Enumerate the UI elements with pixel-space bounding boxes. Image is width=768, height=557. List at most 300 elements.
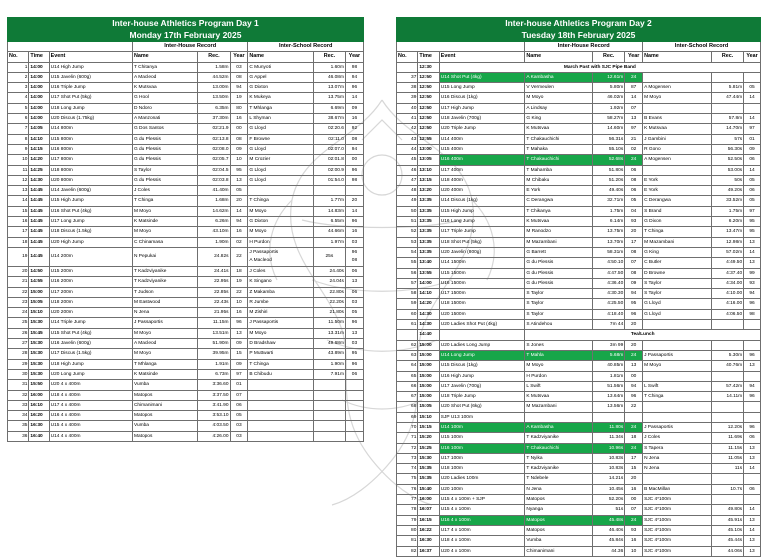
house-record-year: 06: [230, 400, 248, 410]
house-record-holder: T Mahla: [525, 350, 593, 360]
school-record-holder: C Butler: [643, 258, 712, 268]
row-number: 55: [397, 258, 418, 268]
house-record-year: 16: [625, 484, 643, 494]
house-record-holder: K Matsinde: [132, 369, 197, 379]
day2-school-record-label: Inter-School Record: [643, 42, 761, 52]
house-record-value: 4:50.10: [593, 258, 625, 268]
house-record-value: 22.85s: [198, 287, 230, 297]
row-number: 28: [8, 349, 29, 359]
house-record-year: 16: [230, 114, 248, 124]
school-record-year: 06: [744, 155, 761, 165]
event-row: [8, 339, 364, 349]
row-number: 80: [397, 525, 418, 535]
opening-ceremony-row: [397, 62, 761, 72]
house-record-year: 08: [230, 134, 248, 144]
row-time: 15:50: [29, 380, 49, 390]
row-time: 16:07: [418, 505, 439, 515]
house-record-year: 97: [625, 124, 643, 134]
row-time: 15:45: [29, 328, 49, 338]
row-event: U14 200m: [49, 247, 132, 266]
house-record-holder: G Barrett: [525, 247, 593, 257]
school-record-year: 05: [744, 175, 761, 185]
event-row: [397, 412, 761, 422]
house-record-value: 45.84s: [593, 536, 625, 546]
row-time: 15:30: [29, 359, 49, 369]
school-record-year: 03: [345, 237, 363, 247]
row-event: U18 High Jump: [49, 359, 132, 369]
day2-table-body: [397, 18, 761, 557]
row-time: 12:50: [418, 103, 439, 113]
school-record-value: 45.44s: [712, 536, 744, 546]
event-row: [397, 175, 761, 185]
house-record-value: 14.21s: [593, 474, 625, 484]
row-event: U15 200m: [49, 266, 132, 276]
house-record-holder: G du Plessis: [525, 268, 593, 278]
school-record-holder: [643, 103, 712, 113]
row-time: 14:30: [418, 309, 439, 319]
house-record-value: 56.31s: [593, 134, 625, 144]
house-record-year: 00: [625, 371, 643, 381]
house-record-holder: M Ranodzo: [525, 227, 593, 237]
event-row: [8, 206, 364, 216]
school-record-holder: S Brand: [643, 206, 712, 216]
row-number: 8: [8, 134, 29, 144]
school-record-value: 38.67m: [313, 114, 345, 124]
row-event: U16 100m: [439, 443, 525, 453]
house-record-value: 4:47.50: [593, 268, 625, 278]
school-record-holder: [643, 412, 712, 422]
school-record-holder: T Chinga: [248, 359, 313, 369]
event-row: [8, 328, 364, 338]
house-record-year: 94: [625, 381, 643, 391]
school-record-year: 13: [744, 443, 761, 453]
row-time: 14:30: [29, 175, 49, 185]
row-number: 47: [397, 175, 418, 185]
school-record-year: [345, 380, 363, 390]
school-record-year: 13: [744, 536, 761, 546]
school-record-holder: G Lloyd: [643, 299, 712, 309]
row-time: 16:30: [418, 536, 439, 546]
house-record-holder: M Moyo: [525, 93, 593, 103]
house-record-year: 17: [625, 453, 643, 463]
house-record-year: 21: [625, 134, 643, 144]
row-time: 14:00: [29, 83, 49, 93]
house-record-value: 11.34s: [593, 433, 625, 443]
event-row: [397, 495, 761, 505]
day1-subheader-spacer: [8, 42, 133, 52]
house-record-value: 14.62m: [198, 206, 230, 216]
row-time: 16:00: [418, 495, 439, 505]
house-record-value: 58.31m: [593, 247, 625, 257]
house-record-value: 49.40s: [593, 186, 625, 196]
row-event: U17 400m: [439, 165, 525, 175]
school-record-value: 1.97m: [313, 237, 345, 247]
school-record-holder: [643, 72, 712, 82]
school-record-holder: A Mogensen: [643, 155, 712, 165]
school-record-value: [313, 390, 345, 400]
school-record-year: 98: [345, 62, 363, 72]
school-record-holder: T Mhlanga: [248, 103, 313, 113]
house-record-value: 02:04.5: [198, 165, 230, 175]
event-row: [397, 72, 761, 82]
house-record-year: 24: [625, 72, 643, 82]
house-record-value: 4:36.40: [593, 278, 625, 288]
row-event: U20 Javelin (800g): [439, 247, 525, 257]
row-time: 15:00: [418, 361, 439, 371]
house-record-holder: M Moyo: [132, 206, 197, 216]
row-event: U18 800m: [49, 165, 132, 175]
row-time: 14:45: [29, 227, 49, 237]
school-record-value: 44.06s: [712, 546, 744, 556]
row-event: U15 4 x 400m: [49, 421, 132, 431]
school-record-value: [712, 474, 744, 484]
event-row: [8, 431, 364, 441]
event-row: [397, 525, 761, 535]
school-record-year: 96: [345, 359, 363, 369]
house-record-year: 80: [230, 103, 248, 113]
house-record-holder: K Mutsvaa: [525, 392, 593, 402]
house-record-value: 13.00m: [198, 83, 230, 93]
school-record-year: 96: [744, 350, 761, 360]
house-record-holder: [525, 412, 593, 422]
row-number: 73: [397, 453, 418, 463]
event-row: [8, 124, 364, 134]
row-number: 58: [397, 289, 418, 299]
row-time: 15:10: [29, 308, 49, 318]
house-record-value: 51.80s: [593, 165, 625, 175]
school-record-year: 08: [345, 134, 363, 144]
school-record-year: 14: [744, 525, 761, 535]
house-record-year: 22: [230, 287, 248, 297]
row-number: 59: [397, 299, 418, 309]
row-event: U15 800m: [49, 134, 132, 144]
school-record-value: 7.91m: [313, 369, 345, 379]
house-record-value: 41.40m: [198, 186, 230, 196]
house-record-holder: D Ndoro: [132, 103, 197, 113]
school-record-holder: [643, 474, 712, 484]
school-record-holder: K Mukeya: [248, 93, 313, 103]
event-row: [8, 83, 364, 93]
house-record-holder: T Chinga: [132, 196, 197, 206]
house-record-year: 07: [625, 505, 643, 515]
school-record-value: 12.98m: [712, 237, 744, 247]
school-record-holder-b: A Macleod: [249, 257, 272, 263]
house-record-year: 02: [625, 144, 643, 154]
event-row: [397, 309, 761, 319]
school-record-value: 02:01.8: [313, 155, 345, 165]
house-record-holder: M Moyo: [132, 349, 197, 359]
day1-table-body: [8, 18, 364, 442]
school-record-value: [313, 186, 345, 196]
house-record-value: 1.58m: [198, 62, 230, 72]
event-row: [8, 134, 364, 144]
house-record-holder: Matopos: [525, 495, 593, 505]
event-row: [397, 247, 761, 257]
house-record-year: 13: [625, 361, 643, 371]
school-record-value: [313, 431, 345, 441]
school-record-holder: M Moyo: [643, 361, 712, 371]
row-event: U18 Javelin (700g): [439, 114, 525, 124]
row-number: 34: [8, 411, 29, 421]
school-record-value: 45.10s: [712, 525, 744, 535]
school-record-year: 96: [345, 83, 363, 93]
row-event: U16 4 x 400m: [49, 411, 132, 421]
house-record-holder: M Mazambani: [525, 402, 593, 412]
school-record-year: [345, 421, 363, 431]
school-record-year: 94: [744, 381, 761, 391]
event-row: [397, 299, 761, 309]
house-record-year: 00: [625, 495, 643, 505]
house-record-value: 4:30.30: [593, 289, 625, 299]
house-record-holder: M Moyo: [132, 328, 197, 338]
event-row: [397, 155, 761, 165]
house-record-year: 04: [625, 206, 643, 216]
col-school-year-header: Year: [744, 52, 761, 62]
row-number: 51: [397, 217, 418, 227]
school-record-year: [744, 495, 761, 505]
day2-column-header-row: [397, 52, 761, 62]
house-record-value: 24.82s: [198, 247, 230, 266]
house-record-value: 6.14m: [593, 217, 625, 227]
house-record-holder: C Derangwa: [525, 196, 593, 206]
school-record-year: [744, 72, 761, 82]
house-record-holder: A Manzonati: [132, 114, 197, 124]
house-record-value: 13.64m: [593, 392, 625, 402]
school-record-holder: E York: [643, 186, 712, 196]
col-school-name-header: Name: [643, 52, 712, 62]
house-record-value: 6.73m: [198, 369, 230, 379]
row-time: 13:40: [418, 258, 439, 268]
house-record-year: 20: [625, 474, 643, 484]
house-record-value: 3:36.60: [198, 380, 230, 390]
row-time: 12:55: [418, 134, 439, 144]
school-record-holder: N Jena: [643, 464, 712, 474]
row-time: 13:10: [418, 165, 439, 175]
row-event: U14 High Jump: [49, 62, 132, 72]
row-event: U17 High Jump: [439, 103, 525, 113]
school-record-holder: G King: [643, 247, 712, 257]
school-record-holder: SJC 4*100m: [643, 546, 712, 556]
row-time: 13:35: [418, 227, 439, 237]
school-record-value: 40.76m: [712, 361, 744, 371]
house-record-holder: T Kadzviyanike: [132, 266, 197, 276]
row-number: 42: [397, 124, 418, 134]
house-record-holder: T Chitanya: [132, 62, 197, 72]
row-event: U17 Discus (1.5kg): [49, 349, 132, 359]
house-record-value: 21.95s: [198, 308, 230, 318]
house-record-year: 17: [625, 237, 643, 247]
house-record-year: 09: [230, 339, 248, 349]
house-record-value: 1.90m: [198, 237, 230, 247]
school-record-value: 02:00.9: [313, 165, 345, 175]
house-record-holder: K Mutsvaa: [132, 83, 197, 93]
school-record-holder: [248, 247, 313, 266]
school-record-holder: M Moyo: [643, 93, 712, 103]
event-row: [8, 369, 364, 379]
school-record-year: 14: [744, 114, 761, 124]
house-record-year: 07: [230, 390, 248, 400]
school-record-year: [744, 412, 761, 422]
row-event: U15 4 x 100m: [439, 505, 525, 515]
row-event: U14 Shot Put (4kg): [439, 72, 525, 82]
school-record-year: 96: [345, 217, 363, 227]
row-number: 30: [8, 369, 29, 379]
house-record-holder: K Mutsvaa: [525, 217, 593, 227]
event-row: [397, 237, 761, 247]
house-record-holder: A Macleod: [132, 339, 197, 349]
school-record-holder: L Swift: [643, 381, 712, 391]
house-record-year: 00: [230, 124, 248, 134]
school-record-value: [313, 411, 345, 421]
col-time-header: Time: [29, 52, 49, 62]
row-number: 33: [8, 400, 29, 410]
event-row: [397, 278, 761, 288]
event-row: [397, 546, 761, 556]
school-record-value: 11.69s: [712, 433, 744, 443]
school-record-year: 96: [744, 422, 761, 432]
school-record-year: 05: [345, 308, 363, 318]
school-record-year: [345, 400, 363, 410]
row-number: 16: [8, 217, 29, 227]
event-row: [8, 62, 364, 72]
house-record-holder: G Hool: [132, 93, 197, 103]
house-record-year: 24: [625, 422, 643, 432]
row-time: 15:15: [418, 422, 439, 432]
house-record-year: 24: [625, 443, 643, 453]
row-time: 15:35: [418, 464, 439, 474]
row-event: U15 1500m: [439, 268, 525, 278]
event-row: [8, 155, 364, 165]
house-record-value: 3:37.50: [198, 390, 230, 400]
row-time: 15:00: [418, 392, 439, 402]
school-record-holder: N Jena: [643, 453, 712, 463]
school-record-year: 13: [744, 237, 761, 247]
row-event: U17 4 x 400m: [49, 400, 132, 410]
school-record-holder: J Gambini: [643, 134, 712, 144]
house-record-year: 15: [230, 349, 248, 359]
row-number: 4: [8, 93, 29, 103]
school-record-value: 49.68m: [313, 339, 345, 349]
house-record-holder: M Eastwood: [132, 297, 197, 307]
school-record-value: 24.40s: [313, 266, 345, 276]
row-event: U17 Javelin (700g): [439, 381, 525, 391]
row-time: 14:00: [29, 72, 49, 82]
school-record-year: 95: [345, 349, 363, 359]
house-record-year: 03: [230, 421, 248, 431]
school-record-value: [712, 72, 744, 82]
row-event: U16 Discus (1kg): [439, 93, 525, 103]
school-record-value: [712, 340, 744, 350]
house-record-year: 09: [230, 359, 248, 369]
row-number: 77: [397, 495, 418, 505]
school-record-value: 13.47m: [712, 227, 744, 237]
school-record-value: [313, 380, 345, 390]
house-record-holder: T Judson: [132, 287, 197, 297]
house-record-holder: A Kambasha: [525, 72, 593, 82]
event-row: [397, 103, 761, 113]
row-number: 46: [397, 165, 418, 175]
house-record-value: 52.20s: [593, 495, 625, 505]
school-record-holder: M Mazambani: [643, 237, 712, 247]
school-record-holder: [248, 186, 313, 196]
school-record-year: 99: [744, 268, 761, 278]
school-record-value: 1.60m: [313, 62, 345, 72]
house-record-holder: T Nyika: [525, 453, 593, 463]
event-row: [397, 361, 761, 371]
school-record-value: 25s: [313, 247, 345, 266]
event-row: [397, 422, 761, 432]
school-record-value: 11.05s: [712, 453, 744, 463]
row-event: U20 High Jump: [49, 237, 132, 247]
house-record-holder: T Kadzviyanike: [132, 277, 197, 287]
row-time: 14:45: [29, 237, 49, 247]
event-row: [397, 268, 761, 278]
school-record-value: 49.80s: [712, 505, 744, 515]
row-time: 12:50: [418, 72, 439, 82]
col-school-year-header: Year: [345, 52, 363, 62]
school-record-value: 4:10.00: [712, 289, 744, 299]
school-record-year: [345, 411, 363, 421]
house-record-year: 22: [625, 402, 643, 412]
school-record-year: 06: [744, 484, 761, 494]
event-row: [397, 258, 761, 268]
school-record-holder: G Lloyd: [248, 175, 313, 185]
house-record-holder: N Pepukai: [132, 247, 197, 266]
school-record-holder: S Tapera: [643, 443, 712, 453]
row-time: 12:50: [418, 93, 439, 103]
row-event: U16 Triple Jump: [49, 83, 132, 93]
event-row: [397, 392, 761, 402]
row-event: U18 Discus (1.5kg): [49, 227, 132, 237]
row-time: 16:15: [418, 515, 439, 525]
school-record-year: 94: [345, 72, 363, 82]
event-row: [8, 380, 364, 390]
row-event: U15 100m: [439, 433, 525, 443]
school-record-year: 13: [345, 328, 363, 338]
house-record-value: 1.92m: [593, 103, 625, 113]
row-event: U18 Long Jump: [49, 103, 132, 113]
row-time: 15:05: [418, 402, 439, 412]
day2-subheader-spacer: [397, 42, 525, 52]
school-record-holder: G Lloyd: [248, 124, 313, 134]
school-record-holder: B Evans: [643, 114, 712, 124]
row-number: 52: [397, 227, 418, 237]
row-event: U14 100m: [439, 422, 525, 432]
house-record-value: 51.20s: [593, 175, 625, 185]
row-time: 14:45: [29, 196, 49, 206]
school-record-year: 14: [744, 464, 761, 474]
row-event: U18 4 x 100m: [439, 536, 525, 546]
school-record-value: 14.83m: [313, 206, 345, 216]
row-time: 16:30: [29, 421, 49, 431]
school-record-holder: L Shyman: [248, 114, 313, 124]
row-time: 13:35: [418, 206, 439, 216]
row-number: 31: [8, 380, 29, 390]
school-record-year: 94: [345, 144, 363, 154]
row-number: 66: [397, 381, 418, 391]
col-no-header: No.: [8, 52, 29, 62]
row-number: 65: [397, 371, 418, 381]
row-number: 39: [397, 93, 418, 103]
row-number: 2: [8, 72, 29, 82]
school-record-value: 11.15s: [712, 443, 744, 453]
row-event: U18 Triple Jump: [439, 392, 525, 402]
house-record-holder: V Vermeulen: [525, 83, 593, 93]
house-record-year: 24: [625, 515, 643, 525]
event-row: [8, 297, 364, 307]
row-number: 10: [8, 155, 29, 165]
house-record-year: 96: [230, 318, 248, 328]
